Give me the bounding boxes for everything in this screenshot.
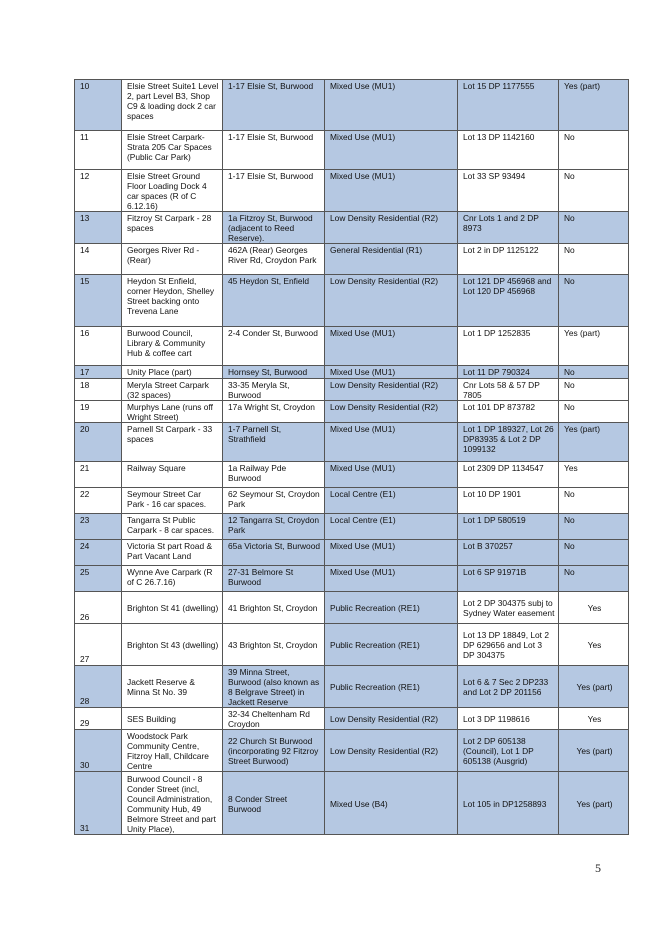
cell-lot: Lot 101 DP 873782 bbox=[458, 401, 559, 423]
cell-zone: Low Density Residential (R2) bbox=[325, 401, 458, 423]
cell-addr: 1-17 Elsie St, Burwood bbox=[223, 80, 325, 131]
cell-lot: Cnr Lots 1 and 2 DP 8973 bbox=[458, 212, 559, 244]
cell-lot: Lot 105 in DP1258893 bbox=[458, 772, 559, 835]
table-row bbox=[75, 566, 629, 592]
table-row bbox=[75, 708, 629, 730]
cell-yes: No bbox=[559, 275, 629, 327]
cell-no: 12 bbox=[75, 170, 122, 212]
cell-zone: Mixed Use (B4) bbox=[325, 772, 458, 835]
cell-yes: Yes (part) bbox=[559, 327, 629, 366]
cell-name: Elsie Street Carpark- Strata 205 Car Spaces (Public Car Park) bbox=[122, 131, 223, 170]
cell-addr: 32-34 Cheltenham Rd Croydon bbox=[223, 708, 325, 730]
cell-yes: No bbox=[559, 401, 629, 423]
cell-no: 25 bbox=[75, 566, 122, 592]
cell-name: Unity Place (part) bbox=[122, 366, 223, 379]
cell-name: Parnell St Carpark - 33 spaces bbox=[122, 423, 223, 462]
cell-name: Elsie Street Suite1 Level 2, part Level B3, Shop C9 & loading dock 2 car spaces bbox=[122, 80, 223, 131]
cell-addr: 45 Heydon St, Enfield bbox=[223, 275, 325, 327]
cell-name: Heydon St Enfield, corner Heydon, Shelley Street backing onto Trevena Lane bbox=[122, 275, 223, 327]
cell-no: 22 bbox=[75, 488, 122, 514]
cell-lot: Lot 1 DP 1252835 bbox=[458, 327, 559, 366]
table-row bbox=[75, 540, 629, 566]
cell-addr: 462A (Rear) Georges River Rd, Croydon Park bbox=[223, 244, 325, 275]
cell-zone: Mixed Use (MU1) bbox=[325, 170, 458, 212]
cell-lot: Lot B 370257 bbox=[458, 540, 559, 566]
cell-no: 13 bbox=[75, 212, 122, 244]
cell-addr: 1-17 Elsie St, Burwood bbox=[223, 170, 325, 212]
cell-addr: 8 Conder Street Burwood bbox=[223, 772, 325, 835]
cell-yes: Yes (part) bbox=[559, 730, 629, 772]
cell-name: Murphys Lane (runs off Wright Street) bbox=[122, 401, 223, 423]
cell-addr: 2-4 Conder St, Burwood bbox=[223, 327, 325, 366]
table-row bbox=[75, 244, 629, 275]
cell-lot: Lot 6 & 7 Sec 2 DP233 and Lot 2 DP 201156 bbox=[458, 666, 559, 708]
cell-zone: Local Centre (E1) bbox=[325, 514, 458, 540]
cell-no: 28 bbox=[75, 666, 122, 708]
cell-no: 31 bbox=[75, 772, 122, 835]
table-row bbox=[75, 730, 629, 772]
cell-name: Railway Square bbox=[122, 462, 223, 488]
cell-zone: Mixed Use (MU1) bbox=[325, 462, 458, 488]
cell-lot: Lot 2 in DP 1125122 bbox=[458, 244, 559, 275]
table-row bbox=[75, 666, 629, 708]
cell-yes: No bbox=[559, 212, 629, 244]
cell-name: Meryla Street Carpark (32 spaces) bbox=[122, 379, 223, 401]
cell-yes: Yes (part) bbox=[559, 423, 629, 462]
cell-yes: No bbox=[559, 540, 629, 566]
cell-lot: Lot 13 DP 18849, Lot 2 DP 629656 and Lot 3 DP 304375 bbox=[458, 624, 559, 666]
table-row bbox=[75, 624, 629, 666]
cell-addr: 62 Seymour St, Croydon Park bbox=[223, 488, 325, 514]
table-row bbox=[75, 212, 629, 244]
cell-no: 19 bbox=[75, 401, 122, 423]
cell-yes: No bbox=[559, 366, 629, 379]
cell-no: 30 bbox=[75, 730, 122, 772]
cell-lot: Lot 33 SP 93494 bbox=[458, 170, 559, 212]
cell-name: Fitzroy St Carpark - 28 spaces bbox=[122, 212, 223, 244]
cell-lot: Lot 2309 DP 1134547 bbox=[458, 462, 559, 488]
cell-no: 11 bbox=[75, 131, 122, 170]
cell-zone: Low Density Residential (R2) bbox=[325, 379, 458, 401]
cell-addr: 27-31 Belmore St Burwood bbox=[223, 566, 325, 592]
cell-addr: 65a Victoria St, Burwood bbox=[223, 540, 325, 566]
cell-addr: 22 Church St Burwood (incorporating 92 Fitzroy Street Burwood) bbox=[223, 730, 325, 772]
cell-name: SES Building bbox=[122, 708, 223, 730]
cell-name: Georges River Rd - (Rear) bbox=[122, 244, 223, 275]
cell-addr: 41 Brighton St, Croydon bbox=[223, 592, 325, 624]
cell-lot: Lot 2 DP 605138 (Council), Lot 1 DP 605138 (Ausgrid) bbox=[458, 730, 559, 772]
cell-lot: Lot 15 DP 1177555 bbox=[458, 80, 559, 131]
cell-zone: Local Centre (E1) bbox=[325, 488, 458, 514]
cell-no: 16 bbox=[75, 327, 122, 366]
table-row bbox=[75, 275, 629, 327]
cell-no: 29 bbox=[75, 708, 122, 730]
cell-zone: Mixed Use (MU1) bbox=[325, 423, 458, 462]
table-row bbox=[75, 327, 629, 366]
cell-addr: Hornsey St, Burwood bbox=[223, 366, 325, 379]
cell-yes: Yes bbox=[559, 708, 629, 730]
cell-name: Tangarra St Public Carpark - 8 car spaces. bbox=[122, 514, 223, 540]
cell-lot: Lot 1 DP 189327, Lot 26 DP83935 & Lot 2 DP 1099132 bbox=[458, 423, 559, 462]
cell-no: 14 bbox=[75, 244, 122, 275]
cell-name: Burwood Council - 8 Conder Street (incl, Council Administration, Community Hub, 49 Belmore Street and part Unity Place), bbox=[122, 772, 223, 835]
table-row bbox=[75, 170, 629, 212]
cell-yes: No bbox=[559, 566, 629, 592]
cell-addr: 1-17 Elsie St, Burwood bbox=[223, 131, 325, 170]
cell-zone: Mixed Use (MU1) bbox=[325, 327, 458, 366]
table-row bbox=[75, 462, 629, 488]
cell-addr: 33-35 Meryla St, Burwood bbox=[223, 379, 325, 401]
cell-lot: Lot 13 DP 1142160 bbox=[458, 131, 559, 170]
table-row bbox=[75, 131, 629, 170]
cell-no: 20 bbox=[75, 423, 122, 462]
table-row bbox=[75, 514, 629, 540]
cell-zone: Public Recreation (RE1) bbox=[325, 666, 458, 708]
cell-yes: Yes bbox=[559, 592, 629, 624]
cell-name: Burwood Council, Library & Community Hub & coffee cart bbox=[122, 327, 223, 366]
cell-zone: Public Recreation (RE1) bbox=[325, 592, 458, 624]
cell-zone: Mixed Use (MU1) bbox=[325, 566, 458, 592]
cell-no: 10 bbox=[75, 80, 122, 131]
cell-addr: 1a Fitzroy St, Burwood (adjacent to Reed Reserve). bbox=[223, 212, 325, 244]
cell-zone: Mixed Use (MU1) bbox=[325, 131, 458, 170]
cell-addr: 1-7 Parnell St, Strathfield bbox=[223, 423, 325, 462]
table-row bbox=[75, 488, 629, 514]
cell-yes: No bbox=[559, 488, 629, 514]
cell-name: Elsie Street Ground Floor Loading Dock 4 car spaces (R of C 6.12.16) bbox=[122, 170, 223, 212]
cell-name: Brighton St 41 (dwelling) bbox=[122, 592, 223, 624]
cell-no: 23 bbox=[75, 514, 122, 540]
cell-no: 21 bbox=[75, 462, 122, 488]
cell-no: 24 bbox=[75, 540, 122, 566]
cell-yes: No bbox=[559, 131, 629, 170]
cell-no: 18 bbox=[75, 379, 122, 401]
table-row bbox=[75, 366, 629, 379]
cell-addr: 43 Brighton St, Croydon bbox=[223, 624, 325, 666]
page-number: 5 bbox=[595, 861, 601, 875]
cell-addr: 12 Tangarra St, Croydon Park bbox=[223, 514, 325, 540]
property-register-table bbox=[74, 79, 629, 835]
cell-zone: Mixed Use (MU1) bbox=[325, 80, 458, 131]
cell-yes: No bbox=[559, 514, 629, 540]
cell-yes: Yes (part) bbox=[559, 772, 629, 835]
cell-lot: Lot 121 DP 456968 and Lot 120 DP 456968 bbox=[458, 275, 559, 327]
cell-lot: Lot 11 DP 790324 bbox=[458, 366, 559, 379]
cell-name: Seymour Street Car Park - 16 car spaces. bbox=[122, 488, 223, 514]
table-row bbox=[75, 401, 629, 423]
cell-no: 26 bbox=[75, 592, 122, 624]
cell-addr: 17a Wright St, Croydon bbox=[223, 401, 325, 423]
cell-zone: Low Density Residential (R2) bbox=[325, 212, 458, 244]
cell-lot: Lot 1 DP 580519 bbox=[458, 514, 559, 540]
cell-addr: 39 Minna Street, Burwood (also known as 8 Belgrave Street) in Jackett Reserve bbox=[223, 666, 325, 708]
table-row bbox=[75, 80, 629, 131]
cell-addr: 1a Railway Pde Burwood bbox=[223, 462, 325, 488]
cell-name: Woodstock Park Community Centre, Fitzroy Hall, Childcare Centre bbox=[122, 730, 223, 772]
cell-zone: Mixed Use (MU1) bbox=[325, 540, 458, 566]
cell-lot: Lot 6 SP 91971B bbox=[458, 566, 559, 592]
cell-lot: Cnr Lots 58 & 57 DP 7805 bbox=[458, 379, 559, 401]
cell-name: Jackett Reserve & Minna St No. 39 bbox=[122, 666, 223, 708]
cell-yes: No bbox=[559, 170, 629, 212]
cell-zone: General Residential (R1) bbox=[325, 244, 458, 275]
table-row bbox=[75, 592, 629, 624]
cell-name: Brighton St 43 (dwelling) bbox=[122, 624, 223, 666]
cell-zone: Mixed Use (MU1) bbox=[325, 366, 458, 379]
cell-yes: Yes bbox=[559, 462, 629, 488]
table-row bbox=[75, 423, 629, 462]
cell-lot: Lot 2 DP 304375 subj to Sydney Water easement bbox=[458, 592, 559, 624]
cell-yes: No bbox=[559, 244, 629, 275]
cell-lot: Lot 3 DP 1198616 bbox=[458, 708, 559, 730]
cell-zone: Public Recreation (RE1) bbox=[325, 624, 458, 666]
cell-name: Wynne Ave Carpark (R of C 26.7.16) bbox=[122, 566, 223, 592]
cell-name: Victoria St part Road & Part Vacant Land bbox=[122, 540, 223, 566]
cell-no: 17 bbox=[75, 366, 122, 379]
cell-zone: Low Density Residential (R2) bbox=[325, 730, 458, 772]
cell-no: 15 bbox=[75, 275, 122, 327]
cell-zone: Low Density Residential (R2) bbox=[325, 708, 458, 730]
cell-yes: No bbox=[559, 379, 629, 401]
table-row bbox=[75, 772, 629, 835]
cell-yes: Yes (part) bbox=[559, 80, 629, 131]
cell-lot: Lot 10 DP 1901 bbox=[458, 488, 559, 514]
cell-no: 27 bbox=[75, 624, 122, 666]
cell-yes: Yes bbox=[559, 624, 629, 666]
table-row bbox=[75, 379, 629, 401]
cell-zone: Low Density Residential (R2) bbox=[325, 275, 458, 327]
cell-yes: Yes (part) bbox=[559, 666, 629, 708]
